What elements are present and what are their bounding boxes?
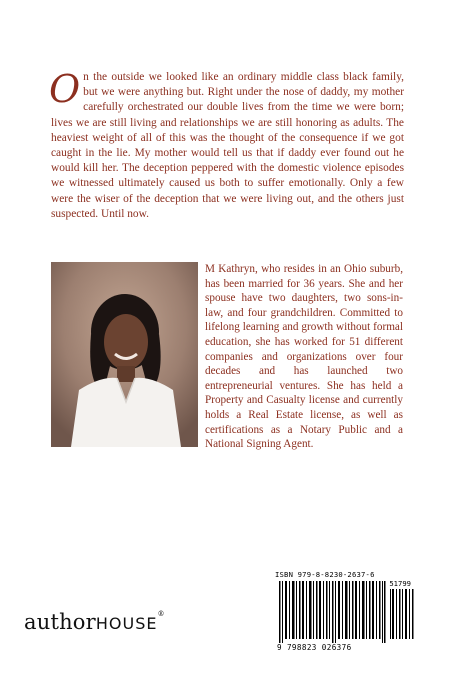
blurb-text: n the outside we looked like an ordinary middle class black family, but we were anything but. Right under the nose of daddy, my mother carefully orchestrated our double lives from the time we were born; lives we are still living and relationships we are still honoring as adults. The heaviest weight of all of this was the thought of the consequence if we got caught in the lie. My mother would tell us that if daddy ever found out he would kill her. The deception peppered with the domestic violence episodes we witnessed ultimately caused us both to suffer emotionally. Only a few were the wiser of the deception that we were living out, and the others just suspected. Until now. [51,71,404,220]
author-photo-illustration [51,262,198,447]
back-cover-blurb [49,67,404,222]
barcode-digits: 9 798823 026376 [277,643,352,652]
publisher-name-author: author [24,610,96,634]
isbn-label: ISBN 979-8-8230-2637-6 [275,570,375,579]
registered-mark: ® [157,610,165,618]
author-bio: M Kathryn, who resides in an Ohio suburb, has been married for 36 years. She and her spouse have two daughters, two sons-in-law, and four grandchildren. Committed to lifelong learning and growth without formal education, she has worked for 51 different companies and organizations over four decades and has launched two entrepreneurial ventures. She has held a Property and Casualty license and currently holds a Real Estate license, as well as certifications as a Notary Public and a National Signing Agent. [205,263,403,451]
author-portrait [51,262,198,447]
publisher-name-house: HOUSE [95,614,158,633]
publisher-logo [24,610,165,634]
price-code: 51799 [389,579,411,588]
isbn-barcode [271,569,417,654]
barcode-bars [271,569,417,654]
drop-cap: O [49,67,81,111]
